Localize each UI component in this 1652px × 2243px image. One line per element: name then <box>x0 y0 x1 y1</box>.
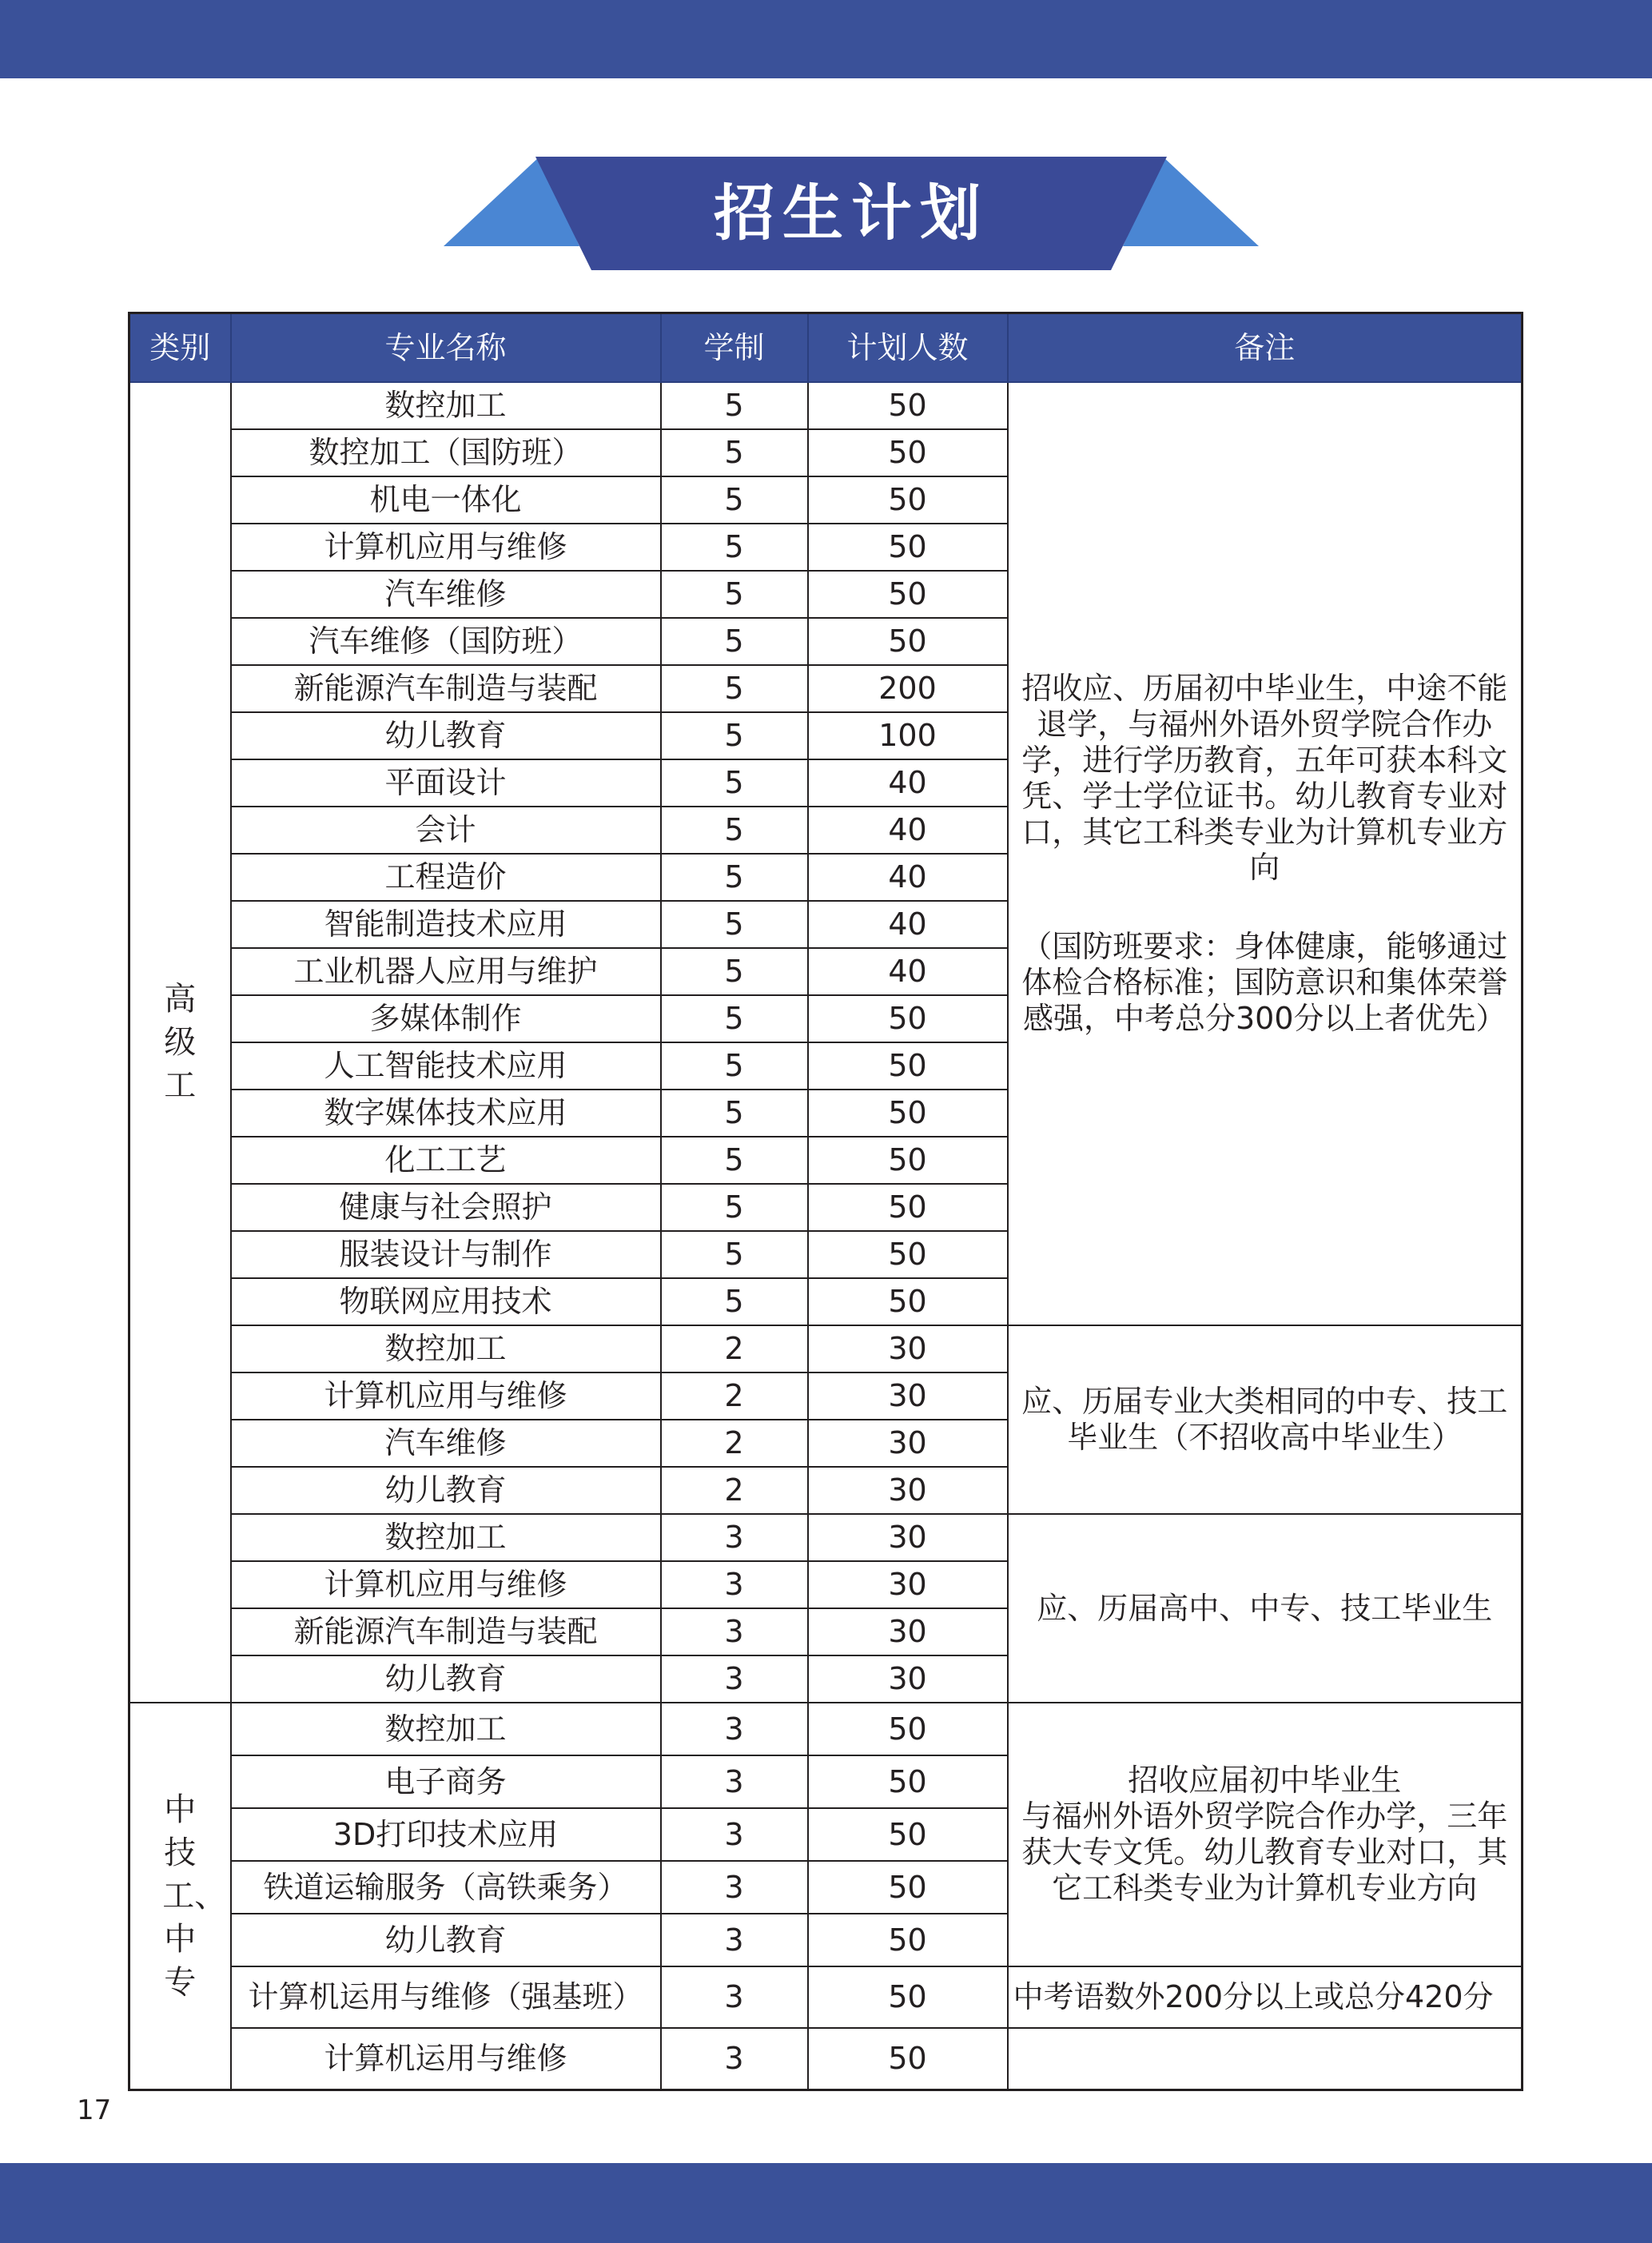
study-years: 5 <box>661 1137 808 1184</box>
major-name: 计算机运用与维修 <box>231 2028 661 2090</box>
study-years: 3 <box>661 1808 808 1861</box>
plan-count: 30 <box>808 1608 1008 1655</box>
major-name: 新能源汽车制造与装配 <box>231 665 661 712</box>
table-row <box>129 1325 1523 1372</box>
study-years: 3 <box>661 1914 808 1966</box>
major-name: 工业机器人应用与维护 <box>231 948 661 995</box>
header-count: 计划人数 <box>808 313 1008 383</box>
plan-count: 50 <box>808 1808 1008 1861</box>
study-years: 3 <box>661 2028 808 2090</box>
plan-count: 50 <box>808 524 1008 571</box>
category-cell-senior <box>129 382 231 1703</box>
major-name: 新能源汽车制造与装配 <box>231 1608 661 1655</box>
study-years: 3 <box>661 1608 808 1655</box>
remark-mid-line2: 与福州外语外贸学院合作办学，三年获大专文凭。幼儿教育专业对口，其它工科类专业为计算机专业方向 <box>1021 1799 1508 1906</box>
plan-count: 50 <box>808 476 1008 524</box>
plan-count: 50 <box>808 2028 1008 2090</box>
header-major: 专业名称 <box>231 313 661 383</box>
plan-count: 50 <box>808 1090 1008 1137</box>
major-name: 数控加工（国防班） <box>231 429 661 476</box>
plan-count: 30 <box>808 1655 1008 1703</box>
study-years: 5 <box>661 807 808 854</box>
study-years: 3 <box>661 1703 808 1755</box>
table-row <box>129 1703 1523 1755</box>
study-years: 5 <box>661 1042 808 1090</box>
study-years: 2 <box>661 1467 808 1514</box>
major-name: 服装设计与制作 <box>231 1231 661 1278</box>
plan-count: 50 <box>808 618 1008 665</box>
plan-count: 50 <box>808 1137 1008 1184</box>
major-name: 计算机应用与维修 <box>231 524 661 571</box>
study-years: 3 <box>661 1514 808 1561</box>
plan-count: 40 <box>808 901 1008 948</box>
major-name: 幼儿教育 <box>231 1914 661 1966</box>
table-header-row <box>129 313 1523 383</box>
study-years: 2 <box>661 1420 808 1467</box>
table-row <box>129 1514 1523 1561</box>
study-years: 3 <box>661 1966 808 2028</box>
plan-count: 30 <box>808 1514 1008 1561</box>
plan-count: 50 <box>808 1278 1008 1325</box>
plan-count: 50 <box>808 571 1008 618</box>
major-name: 数字媒体技术应用 <box>231 1090 661 1137</box>
major-name: 计算机应用与维修 <box>231 1561 661 1608</box>
study-years: 5 <box>661 1231 808 1278</box>
major-name: 数控加工 <box>231 1703 661 1755</box>
major-name: 计算机运用与维修（强基班） <box>231 1966 661 2028</box>
study-years: 3 <box>661 1755 808 1808</box>
bottom-band <box>0 2163 1652 2243</box>
major-name: 人工智能技术应用 <box>231 1042 661 1090</box>
study-years: 5 <box>661 571 808 618</box>
study-years: 3 <box>661 1655 808 1703</box>
plan-count: 50 <box>808 1184 1008 1231</box>
plan-count: 50 <box>808 1861 1008 1914</box>
major-name: 数控加工 <box>231 1325 661 1372</box>
study-years: 5 <box>661 476 808 524</box>
remark-senior-two: 应、历届专业大类相同的中专、技工毕业生（不招收高中毕业生） <box>1008 1325 1523 1514</box>
table-row <box>129 382 1523 429</box>
remark-spacer <box>1009 886 1522 929</box>
page-title: 招生计划 <box>714 177 989 249</box>
study-years: 3 <box>661 1861 808 1914</box>
study-years: 5 <box>661 1184 808 1231</box>
study-years: 5 <box>661 854 808 901</box>
table-row <box>129 1966 1523 2028</box>
plan-count: 50 <box>808 995 1008 1042</box>
remark-mid <box>1008 1703 1523 1966</box>
study-years: 3 <box>661 1561 808 1608</box>
plan-count: 30 <box>808 1561 1008 1608</box>
plan-count: 30 <box>808 1372 1008 1420</box>
study-years: 5 <box>661 948 808 995</box>
major-name: 铁道运输服务（高铁乘务） <box>231 1861 661 1914</box>
plan-count: 100 <box>808 712 1008 759</box>
major-name: 多媒体制作 <box>231 995 661 1042</box>
study-years: 5 <box>661 1278 808 1325</box>
plan-count: 30 <box>808 1467 1008 1514</box>
major-name: 汽车维修（国防班） <box>231 618 661 665</box>
page-number: 17 <box>77 2094 112 2126</box>
study-years: 2 <box>661 1372 808 1420</box>
major-name: 汽车维修 <box>231 571 661 618</box>
enrollment-plan-table <box>128 312 1523 2091</box>
major-name: 物联网应用技术 <box>231 1278 661 1325</box>
study-years: 5 <box>661 665 808 712</box>
category-label: 高级工 <box>164 981 197 1104</box>
plan-count: 40 <box>808 948 1008 995</box>
remark-mid-strong: 中考语数外200分以上或总分420分 <box>1008 1966 1523 2028</box>
major-name: 智能制造技术应用 <box>231 901 661 948</box>
title-banner <box>444 157 1259 270</box>
plan-count: 50 <box>808 1042 1008 1090</box>
major-name: 计算机应用与维修 <box>231 1372 661 1420</box>
header-years: 学制 <box>661 313 808 383</box>
plan-count: 40 <box>808 854 1008 901</box>
plan-count: 40 <box>808 807 1008 854</box>
study-years: 5 <box>661 995 808 1042</box>
plan-count: 50 <box>808 429 1008 476</box>
major-name: 幼儿教育 <box>231 1467 661 1514</box>
table-body <box>129 382 1523 2090</box>
plan-count: 30 <box>808 1420 1008 1467</box>
remark-main: 招收应、历届初中毕业生，中途不能退学，与福州外语外贸学院合作办学，进行学历教育，五年可获本科文凭、学士学位证书。幼儿教育专业对口，其它工科类专业为计算机专业方向 <box>1021 671 1508 886</box>
plan-count: 50 <box>808 1966 1008 2028</box>
header-remarks: 备注 <box>1008 313 1523 383</box>
plan-count: 200 <box>808 665 1008 712</box>
plan-count: 50 <box>808 1914 1008 1966</box>
study-years: 2 <box>661 1325 808 1372</box>
major-name: 会计 <box>231 807 661 854</box>
remark-defense: （国防班要求：身体健康，能够通过体检合格标准；国防意识和集体荣誉感强，中考总分300分以上者优先） <box>1021 929 1508 1036</box>
plan-count: 40 <box>808 759 1008 807</box>
study-years: 5 <box>661 759 808 807</box>
remark-senior-three: 应、历届高中、中专、技工毕业生 <box>1008 1514 1523 1703</box>
remark-mid-line1: 招收应届初中毕业生 <box>1128 1763 1402 1799</box>
plan-count: 50 <box>808 1231 1008 1278</box>
major-name: 电子商务 <box>231 1755 661 1808</box>
major-name: 幼儿教育 <box>231 1655 661 1703</box>
study-years: 5 <box>661 382 808 429</box>
major-name: 幼儿教育 <box>231 712 661 759</box>
major-name: 3D打印技术应用 <box>231 1808 661 1861</box>
header-category: 类别 <box>129 313 231 383</box>
major-name: 平面设计 <box>231 759 661 807</box>
study-years: 5 <box>661 712 808 759</box>
major-name: 数控加工 <box>231 1514 661 1561</box>
plan-count: 50 <box>808 382 1008 429</box>
study-years: 5 <box>661 429 808 476</box>
major-name: 汽车维修 <box>231 1420 661 1467</box>
study-years: 5 <box>661 1090 808 1137</box>
study-years: 5 <box>661 618 808 665</box>
plan-count: 50 <box>808 1703 1008 1755</box>
category-cell-mid <box>129 1703 231 2090</box>
major-name: 化工工艺 <box>231 1137 661 1184</box>
table-row <box>129 2028 1523 2090</box>
remark-senior-five <box>1008 382 1523 1325</box>
remark-mid-last <box>1008 2028 1523 2090</box>
study-years: 5 <box>661 524 808 571</box>
top-band <box>0 0 1652 78</box>
major-name: 数控加工 <box>231 382 661 429</box>
major-name: 机电一体化 <box>231 476 661 524</box>
plan-count: 30 <box>808 1325 1008 1372</box>
study-years: 5 <box>661 901 808 948</box>
category-label: 中技工、中专 <box>162 1791 227 2001</box>
major-name: 工程造价 <box>231 854 661 901</box>
plan-count: 50 <box>808 1755 1008 1808</box>
major-name: 健康与社会照护 <box>231 1184 661 1231</box>
